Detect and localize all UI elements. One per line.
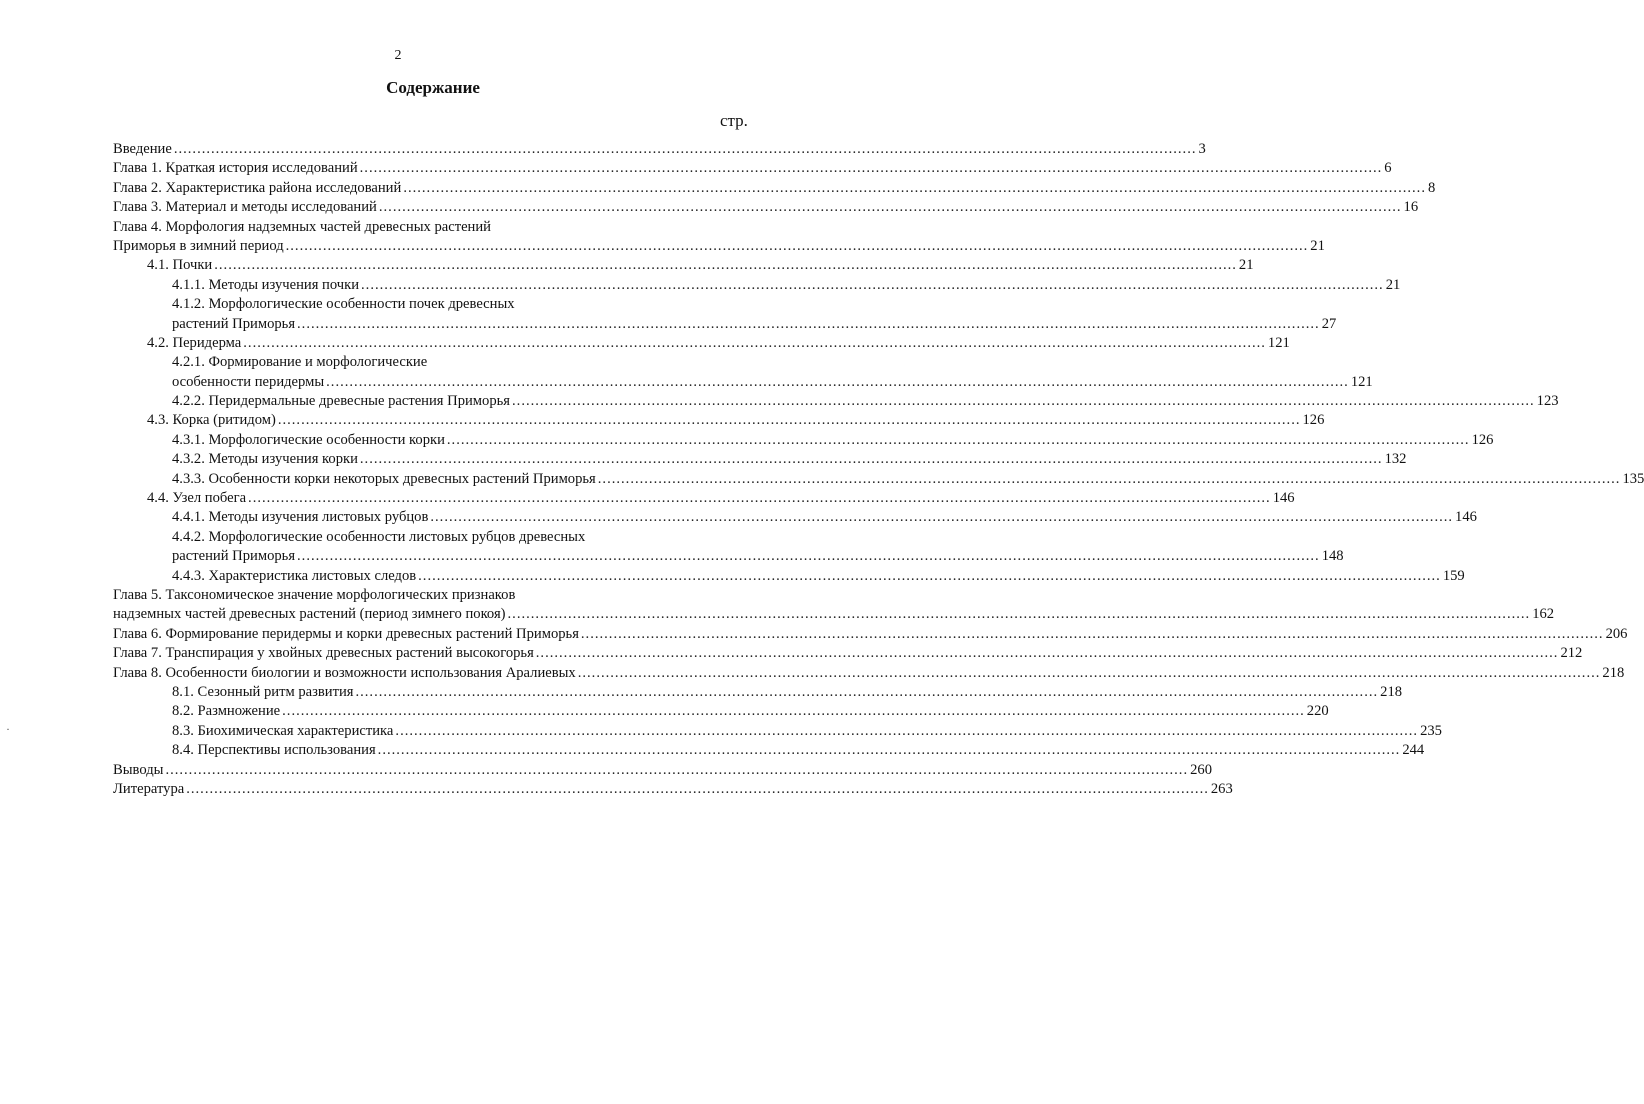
toc-entry-page: 121	[1267, 334, 1290, 351]
toc-leader-dots: ............................................................................................................................................................................................................................	[577, 664, 1601, 681]
scan-speck: ·	[6, 722, 10, 736]
toc-entry	[113, 644, 1583, 663]
toc-entry	[113, 508, 1477, 527]
toc-entry-page: 260	[1190, 761, 1212, 778]
page-number: 2	[394, 48, 402, 63]
toc-entry-title: 4.4.3. Характеристика листовых следов	[172, 567, 417, 584]
toc-entry	[113, 489, 1295, 508]
toc-entry-title: 4.3.1. Морфологические особенности корки	[172, 431, 445, 448]
toc-entry-page: 123	[1536, 393, 1559, 410]
toc-entry-page: 21	[1310, 237, 1325, 254]
toc-entry-page: 159	[1442, 567, 1465, 584]
toc-entry-page: 16	[1403, 199, 1419, 216]
toc-entry	[113, 218, 758, 237]
toc-entry-page: 235	[1420, 722, 1442, 739]
toc-entry-title: 8.1. Сезонный ритм развития	[172, 683, 354, 700]
pages-column-label: стр.	[720, 111, 748, 130]
toc-entry-title: Глава 1. Краткая история исследований	[113, 160, 358, 177]
toc-entry-title: 4.3. Корка (ритидом)	[147, 412, 276, 429]
toc-entry-title: 4.2.1. Формирование и морфологические	[172, 354, 428, 371]
toc-entry-title: 4.1. Почки	[147, 257, 213, 274]
toc-title: Содержание	[386, 78, 480, 97]
toc-entry-title: 4.4. Узел побега	[147, 490, 247, 507]
toc-leader-dots: ............................................................................................................................................................................................................................	[361, 276, 1384, 293]
toc-entry	[113, 741, 1425, 760]
toc-leader-dots: ............................................................................................................................................................................................................................	[446, 431, 1470, 448]
toc-entry	[113, 470, 1644, 489]
toc-leader-dots: ............................................................................................................................................................................................................................	[512, 393, 1535, 410]
toc-entry-page: 218	[1380, 683, 1403, 700]
toc-entry-title: Литература	[113, 780, 185, 797]
toc-leader-dots: ............................................................................................................................................................................................................................	[277, 412, 1301, 429]
toc-entry	[113, 392, 1559, 411]
toc-entry-title: 4.3.3. Особенности корки некоторых древесных растений Приморья	[172, 470, 596, 487]
toc-entry-page: 27	[1321, 315, 1337, 332]
toc-entry-title: 4.4.2. Морфологические особенности листовых рубцов древесных	[172, 528, 586, 545]
toc-entry	[113, 761, 1212, 780]
toc-leader-dots: ............................................................................................................................................................................................................................	[326, 373, 1349, 390]
toc-entry-title: Глава 8. Особенности биологии и возможности использования Аралиевых	[113, 664, 576, 681]
toc-entry-page: 146	[1455, 509, 1477, 526]
toc-leader-dots: ............................................................................................................................................................................................................................	[165, 761, 1189, 778]
toc-entry-title: Глава 5. Таксономическое значение морфологических признаков	[113, 586, 516, 603]
toc-entry	[113, 547, 1344, 566]
toc-entry-title: растений Приморья	[172, 315, 296, 332]
toc-entry-title: 4.2.2. Перидермальные древесные растения Приморья	[172, 393, 511, 410]
toc-leader-dots: ............................................................................................................................................................................................................................	[403, 179, 1426, 196]
toc-entry-title: 8.3. Биохимическая характеристика	[172, 722, 394, 739]
toc-entry-page: 3	[1198, 141, 1206, 157]
toc-entry-page: 126	[1471, 431, 1494, 448]
toc-leader-dots: ............................................................................................................................................................................................................................	[535, 645, 1559, 662]
toc-entry-page: 21	[1238, 257, 1254, 274]
toc-leader-dots: ............................................................................................................................................................................................................................	[285, 237, 1309, 254]
toc-entry	[113, 295, 758, 314]
toc-entry-title: Выводы	[113, 761, 164, 778]
toc-entry-title: 4.1.1. Методы изучения почки	[172, 276, 360, 293]
toc-entry-page: 212	[1560, 645, 1583, 662]
toc-leader-dots: ............................................................................................................................................................................................................................	[359, 160, 1383, 177]
toc-entry-page: 146	[1272, 490, 1295, 507]
toc-entry	[113, 179, 1436, 198]
toc-entry	[113, 605, 1555, 624]
toc-leader-dots: ............................................................................................................................................................................................................................	[597, 470, 1621, 487]
toc-leader-dots: ............................................................................................................................................................................................................................	[282, 703, 1305, 720]
toc-entry	[113, 237, 1325, 256]
toc-entry	[113, 664, 1625, 683]
toc-entry	[113, 722, 1442, 741]
toc-leader-dots: ............................................................................................................................................................................................................................	[378, 199, 1402, 216]
toc-entry-title: особенности перидермы	[172, 373, 325, 390]
toc-entry-title: 8.4. Перспективы использования	[172, 742, 376, 759]
toc-entry	[113, 625, 1628, 644]
toc-entry-title: 4.1.2. Морфологические особенности почек древесных	[172, 296, 515, 313]
toc-leader-dots: ............................................................................................................................................................................................................................	[186, 780, 1209, 797]
toc-entry-page: 121	[1350, 373, 1373, 390]
toc-entry	[113, 411, 1325, 430]
toc-entry-title: Глава 3. Материал и методы исследований	[113, 199, 377, 216]
toc-leader-dots: ............................................................................................................................................................................................................................	[395, 722, 1419, 739]
toc-leader-dots: ............................................................................................................................................................................................................................	[580, 625, 1604, 642]
toc-entry	[113, 373, 1373, 392]
toc-entry-page: 244	[1402, 742, 1425, 759]
toc-entry-title: Введение	[113, 141, 172, 157]
toc-entry-page: 6	[1384, 160, 1392, 177]
toc-entry-title: Глава 6. Формирование перидермы и корки древесных растений Приморья	[113, 625, 579, 642]
toc-leader-dots: ............................................................................................................................................................................................................................	[243, 334, 1266, 351]
toc-entry	[113, 334, 1290, 353]
toc-entry	[113, 586, 758, 605]
toc-entry-page: 206	[1605, 625, 1628, 642]
toc-leader-dots: ............................................................................................................................................................................................................................	[430, 509, 1454, 526]
toc-entry-page: 132	[1384, 451, 1407, 468]
toc-leader-dots: ............................................................................................................................................................................................................................	[297, 315, 1320, 332]
toc-entry-title: Глава 4. Морфология надземных частей древесных растений	[113, 218, 491, 235]
toc-entry-title: растений Приморья	[172, 548, 296, 565]
toc-entry	[113, 683, 1403, 702]
toc-entry-page: 126	[1302, 412, 1325, 429]
toc-entry-page: 21	[1385, 276, 1401, 293]
toc-entry	[113, 315, 1337, 334]
toc-leader-dots: ............................................................................................................................................................................................................................	[173, 141, 1197, 157]
toc-entry-title: 4.3.2. Методы изучения корки	[172, 451, 358, 468]
toc-entry	[113, 140, 1206, 159]
toc-entry-title: Приморья в зимний период	[113, 237, 284, 254]
toc-entry-page: 148	[1321, 548, 1344, 565]
toc-entry-page: 8	[1427, 179, 1436, 196]
toc-leader-dots: ............................................................................................................................................................................................................................	[297, 548, 1320, 565]
toc-entry-page: 135	[1622, 470, 1644, 487]
toc-leader-dots: ............................................................................................................................................................................................................................	[355, 683, 1379, 700]
table-of-contents	[113, 140, 1644, 799]
toc-entry	[113, 450, 1407, 469]
toc-entry-title: 8.2. Размножение	[172, 703, 281, 720]
toc-entry	[113, 431, 1494, 450]
toc-entry-page: 162	[1532, 606, 1555, 623]
toc-leader-dots: ............................................................................................................................................................................................................................	[248, 490, 1271, 507]
toc-leader-dots: ............................................................................................................................................................................................................................	[418, 567, 1441, 584]
toc-entry-title: Глава 7. Транспирация у хвойных древесных растений высокогорья	[113, 645, 534, 662]
toc-leader-dots: ............................................................................................................................................................................................................................	[214, 257, 1237, 274]
toc-entry-title: 4.2. Перидерма	[147, 334, 242, 351]
toc-entry	[113, 353, 758, 372]
toc-entry	[113, 702, 1329, 721]
toc-entry-title: Глава 2. Характеристика района исследований	[113, 179, 402, 196]
toc-entry	[113, 276, 1401, 295]
toc-entry	[113, 567, 1465, 586]
toc-entry-page: 263	[1210, 780, 1233, 797]
toc-entry	[113, 528, 758, 547]
toc-entry-title: 4.4.1. Методы изучения листовых рубцов	[172, 509, 429, 526]
toc-leader-dots: ............................................................................................................................................................................................................................	[359, 451, 1383, 468]
toc-entry	[113, 780, 1233, 799]
toc-entry-title: надземных частей древесных растений (период зимнего покоя)	[113, 606, 506, 623]
toc-entry-page: 220	[1306, 703, 1329, 720]
toc-entry-page: 218	[1602, 664, 1625, 681]
toc-leader-dots: ............................................................................................................................................................................................................................	[507, 606, 1531, 623]
toc-leader-dots: ............................................................................................................................................................................................................................	[377, 742, 1401, 759]
toc-entry	[113, 198, 1419, 217]
toc-entry	[113, 256, 1254, 275]
toc-entry	[113, 159, 1392, 178]
